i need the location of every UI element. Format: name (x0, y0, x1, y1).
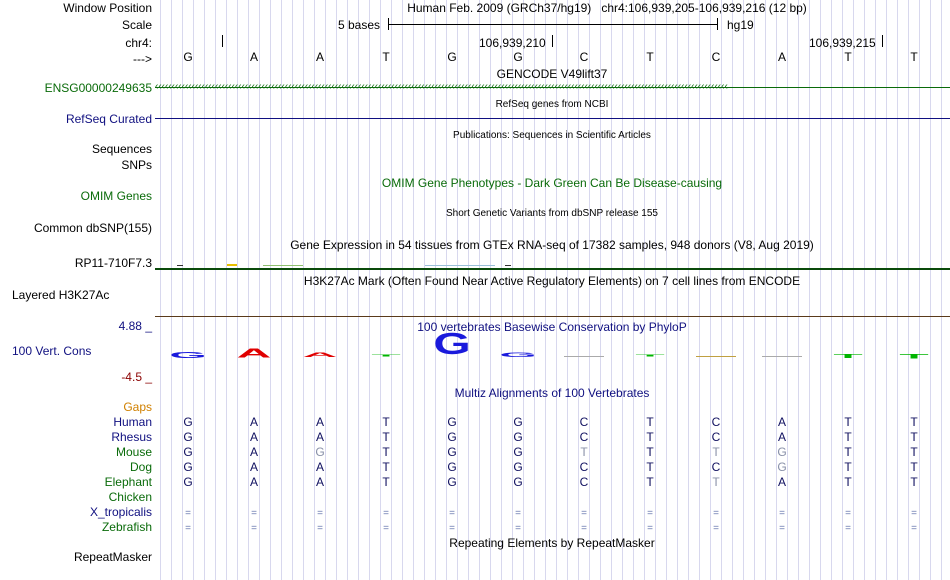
track-image[interactable] (155, 0, 950, 580)
align-elephant-11: T (910, 475, 918, 489)
align-dog-4: G (447, 460, 457, 474)
align-rhesus-6: C (579, 430, 589, 444)
scale-bar (388, 24, 718, 25)
base-8: C (711, 50, 721, 64)
base-10: T (844, 50, 852, 64)
base-9: A (777, 50, 786, 64)
align-x_tropicalis-1: = (251, 508, 257, 519)
align-mouse-8: T (712, 445, 720, 459)
base-0: G (183, 50, 193, 64)
align-elephant-9: A (777, 475, 786, 489)
phylop-flat-6 (564, 356, 604, 357)
align-elephant-10: T (844, 475, 852, 489)
assembly-title: Human Feb. 2009 (GRCh37/hg19) (407, 1, 592, 15)
gencode-title[interactable]: GENCODE V49lift37 (496, 67, 608, 81)
phylop-letter-10: T (833, 353, 863, 360)
align-dog-7: T (646, 460, 654, 474)
align-human-5: G (513, 415, 523, 429)
align-zebrafish-6: = (581, 523, 587, 534)
align-mouse-5: G (513, 445, 523, 459)
align-x_tropicalis-6: = (581, 508, 587, 519)
align-human-7: T (646, 415, 654, 429)
align-mouse-2: G (315, 445, 325, 459)
gtex-title[interactable]: Gene Expression in 54 tissues from GTEx RNA-seq of 17382 samples, 948 donors (V8, Aug 2019) (290, 238, 814, 252)
cons-max-label: 4.88 _ (118, 319, 152, 333)
align-elephant-7: T (646, 475, 654, 489)
species-zebrafish[interactable]: Zebrafish (101, 520, 152, 534)
align-zebrafish-3: = (383, 523, 389, 534)
coord-label-210: 106,939,210 (479, 36, 546, 50)
align-human-10: T (844, 415, 852, 429)
omim-label[interactable]: OMIM Genes (80, 189, 152, 203)
align-dog-1: A (249, 460, 258, 474)
align-x_tropicalis-10: = (845, 508, 851, 519)
align-zebrafish-2: = (317, 523, 323, 534)
phylop-flat-9 (762, 356, 802, 357)
gene-body-line (155, 87, 950, 88)
align-rhesus-11: T (910, 430, 918, 444)
strand-arrow-label[interactable]: ---> (133, 52, 152, 66)
align-human-6: C (579, 415, 589, 429)
align-rhesus-10: T (844, 430, 852, 444)
align-rhesus-2: A (315, 430, 324, 444)
gtex-gene-label[interactable]: RP11-710F7.3 (74, 256, 152, 270)
position-header (407, 1, 807, 15)
refseq-line[interactable] (155, 118, 950, 119)
align-human-1: A (249, 415, 258, 429)
align-x_tropicalis-3: = (383, 508, 389, 519)
base-1: A (249, 50, 258, 64)
align-elephant-5: G (513, 475, 523, 489)
align-elephant-4: G (447, 475, 457, 489)
phylop-letter-2: A (302, 351, 338, 359)
align-x_tropicalis-9: = (779, 508, 785, 519)
scale-label[interactable]: Scale (121, 18, 152, 32)
align-rhesus-0: G (183, 430, 193, 444)
align-x_tropicalis-4: = (449, 508, 455, 519)
omim-title[interactable]: OMIM Gene Phenotypes - Dark Green Can Be Disease-causing (381, 176, 723, 190)
base-6: C (579, 50, 589, 64)
base-5: G (513, 50, 523, 64)
cons-label[interactable]: 100 Vert. Cons (12, 344, 92, 358)
align-dog-9: G (777, 460, 787, 474)
base-7: T (646, 50, 654, 64)
repeat-title[interactable]: Repeating Elements by RepeatMasker (449, 536, 655, 550)
align-elephant-3: T (382, 475, 390, 489)
multiz-title[interactable]: Multiz Alignments of 100 Vertebrates (454, 386, 650, 400)
ruler-tick-215 (882, 35, 883, 47)
coord-label-215: 106,939,215 (809, 36, 876, 50)
refseq-title[interactable]: RefSeq genes from NCBI (495, 99, 609, 110)
align-rhesus-7: T (646, 430, 654, 444)
align-zebrafish-5: = (515, 523, 521, 534)
position-range: chr4:106,939,205-106,939,216 (12 bp) (601, 1, 807, 15)
align-zebrafish-1: = (251, 523, 257, 534)
species-chicken[interactable]: Chicken (108, 490, 152, 504)
gtex-baseline (155, 268, 950, 270)
align-mouse-11: T (910, 445, 918, 459)
refseq-label[interactable]: RefSeq Curated (65, 112, 152, 126)
align-dog-0: G (183, 460, 193, 474)
align-x_tropicalis-0: = (185, 508, 191, 519)
phylop-flat-8 (696, 356, 736, 357)
align-rhesus-5: G (513, 430, 523, 444)
align-dog-3: T (382, 460, 390, 474)
cons-title[interactable]: 100 vertebrates Basewise Conservation by PhyloP (417, 320, 687, 334)
align-human-4: G (447, 415, 457, 429)
scale-bar-left-tick (388, 18, 389, 30)
align-human-9: A (777, 415, 786, 429)
align-mouse-3: T (382, 445, 390, 459)
align-zebrafish-4: = (449, 523, 455, 534)
align-dog-10: T (844, 460, 852, 474)
align-x_tropicalis-8: = (713, 508, 719, 519)
h3k27ac-label[interactable]: Layered H3K27Ac (12, 288, 110, 302)
align-zebrafish-10: = (845, 523, 851, 534)
align-rhesus-1: A (249, 430, 258, 444)
align-human-0: G (183, 415, 193, 429)
align-x_tropicalis-7: = (647, 508, 653, 519)
ruler-tick-205 (222, 35, 223, 47)
base-11: T (910, 50, 918, 64)
sequences-label[interactable]: Sequences (91, 142, 152, 156)
align-mouse-7: T (646, 445, 654, 459)
align-x_tropicalis-2: = (317, 508, 323, 519)
base-3: T (382, 50, 390, 64)
align-zebrafish-7: = (647, 523, 653, 534)
species-dog[interactable]: Dog (129, 460, 152, 474)
phylop-letter-4: G (433, 327, 471, 361)
species-rhesus[interactable]: Rhesus (111, 430, 152, 444)
align-human-8: C (711, 415, 721, 429)
gene-id-label[interactable]: ENSG00000249635 (44, 81, 152, 95)
align-zebrafish-0: = (185, 523, 191, 534)
align-human-11: T (910, 415, 918, 429)
dbsnp-title[interactable]: Short Genetic Variants from dbSNP release 155 (446, 208, 658, 219)
align-dog-2: A (315, 460, 324, 474)
align-mouse-10: T (844, 445, 852, 459)
align-dog-6: C (579, 460, 589, 474)
phylop-letter-11: T (899, 352, 929, 360)
base-4: G (447, 50, 457, 64)
align-elephant-6: C (579, 475, 589, 489)
align-mouse-9: G (777, 445, 787, 459)
scale-db: hg19 (727, 18, 754, 32)
track-labels (0, 0, 155, 580)
species-xtropicalis[interactable]: X_tropicalis (89, 505, 152, 519)
snps-label[interactable]: SNPs (121, 158, 152, 172)
align-rhesus-8: C (711, 430, 721, 444)
chrom-label[interactable]: chr4: (125, 36, 152, 50)
align-zebrafish-8: = (713, 523, 719, 534)
phylop-letter-0: G (169, 350, 207, 360)
align-mouse-4: G (447, 445, 457, 459)
align-mouse-1: A (249, 445, 258, 459)
align-x_tropicalis-11: = (911, 508, 917, 519)
h3k27ac-title[interactable]: H3K27Ac Mark (Often Found Near Active Regulatory Elements) on 7 cell lines from ENCODE (303, 274, 801, 288)
cons-min-label: -4.5 _ (121, 370, 152, 384)
scale-text: 5 bases (338, 18, 381, 32)
window-position-label[interactable]: Window Position (63, 1, 152, 15)
align-dog-11: T (910, 460, 918, 474)
base-2: A (315, 50, 324, 64)
align-zebrafish-9: = (779, 523, 785, 534)
align-rhesus-9: A (777, 430, 786, 444)
dbsnp-label[interactable]: Common dbSNP(155) (33, 221, 152, 235)
align-human-2: A (315, 415, 324, 429)
align-mouse-0: G (183, 445, 193, 459)
ruler-tick-210 (552, 35, 553, 47)
h3k27ac-baseline (155, 316, 950, 317)
publications-title[interactable]: Publications: Sequences in Scientific Articles (453, 130, 651, 141)
align-rhesus-4: G (447, 430, 457, 444)
species-mouse[interactable]: Mouse (115, 445, 152, 459)
align-rhesus-3: T (382, 430, 390, 444)
align-mouse-6: T (580, 445, 588, 459)
repeatmasker-label[interactable]: RepeatMasker (73, 550, 152, 564)
align-x_tropicalis-5: = (515, 508, 521, 519)
align-elephant-0: G (183, 475, 193, 489)
species-human[interactable]: Human (113, 415, 152, 429)
align-elephant-1: A (249, 475, 258, 489)
align-human-3: T (382, 415, 390, 429)
align-elephant-8: T (712, 475, 720, 489)
gaps-label[interactable]: Gaps (123, 400, 152, 414)
align-dog-5: G (513, 460, 523, 474)
phylop-letter-5: G (499, 351, 537, 359)
species-elephant[interactable]: Elephant (104, 475, 152, 489)
scale-bar-right-tick (717, 18, 718, 30)
align-elephant-2: A (315, 475, 324, 489)
phylop-letter-1: A (236, 346, 272, 362)
align-dog-8: C (711, 460, 721, 474)
align-zebrafish-11: = (911, 523, 917, 534)
